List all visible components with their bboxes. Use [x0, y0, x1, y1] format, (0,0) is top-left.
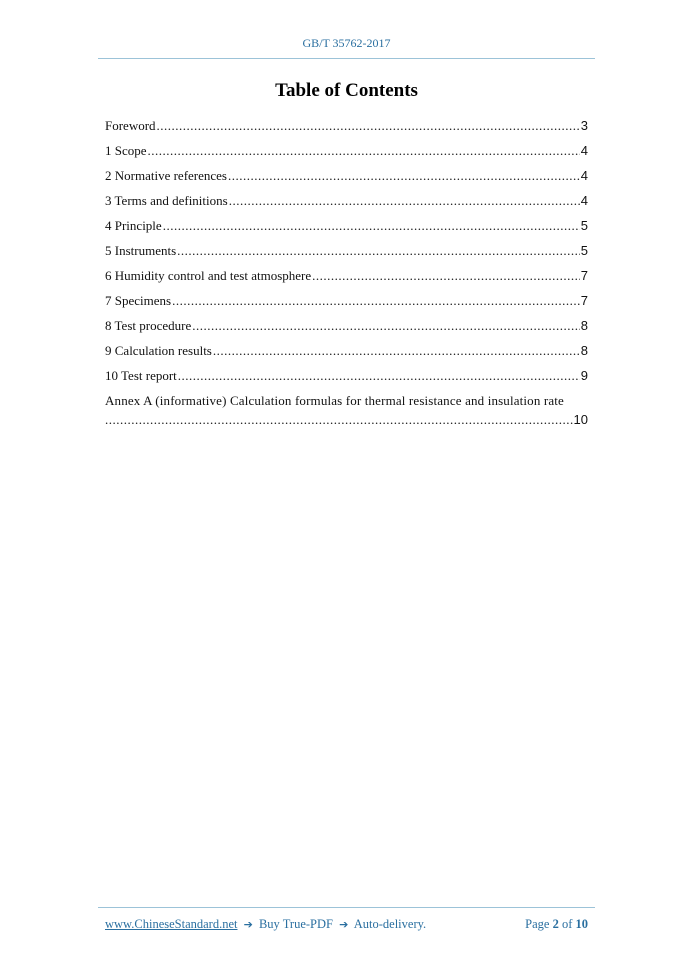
- toc-entry-page: 4: [580, 193, 588, 208]
- toc-entry-page: 4: [580, 168, 588, 183]
- toc-entry-page: 10: [573, 412, 588, 427]
- page-header: [0, 36, 693, 51]
- toc-entry-principle[interactable]: [105, 218, 588, 243]
- buy-true-pdf-text: Buy True-PDF: [258, 917, 333, 931]
- toc-leader-dots: [105, 412, 574, 428]
- standard-code: GB/T 35762-2017: [302, 36, 391, 50]
- toc-leader-dots: [228, 168, 580, 184]
- toc-leader-dots: [213, 343, 580, 359]
- toc-entry-label: 1 Scope: [105, 143, 147, 158]
- toc-entry-label: Foreword: [105, 118, 156, 133]
- toc-entry-label: 2 Normative references: [105, 168, 227, 183]
- of-word: of: [561, 917, 573, 931]
- toc-entry-test-procedure[interactable]: [105, 318, 588, 343]
- website-link[interactable]: www.ChineseStandard.net: [105, 917, 238, 931]
- toc-leader-dots: [172, 293, 580, 309]
- toc-entry-page: 5: [580, 243, 588, 258]
- toc-entry-label: Annex A (informative) Calculation formulas for thermal resistance and insulation rate: [105, 393, 564, 408]
- toc-entry-label: 6 Humidity control and test atmosphere: [105, 268, 312, 283]
- toc-leader-dots: [148, 143, 580, 159]
- toc-entry-calculation-results[interactable]: [105, 343, 588, 368]
- total-pages-number: 10: [575, 917, 588, 931]
- toc-entry-terms-definitions[interactable]: [105, 193, 588, 218]
- toc-entry-label: 10 Test report: [105, 368, 177, 383]
- toc-entry-label: 3 Terms and definitions: [105, 193, 228, 208]
- right-arrow-icon: ➔: [243, 918, 253, 931]
- toc-entry-page: 7: [580, 293, 588, 308]
- toc-entry-page: 8: [580, 343, 588, 358]
- toc-entry-label: 5 Instruments: [105, 243, 177, 258]
- annex-leader-line: [105, 412, 588, 432]
- toc-leader-dots: [177, 243, 580, 259]
- toc-entry-label: 9 Calculation results: [105, 343, 212, 358]
- toc-entry-normative-references[interactable]: [105, 168, 588, 193]
- table-of-contents: [105, 118, 588, 432]
- page-title: Table of Contents: [275, 80, 418, 101]
- toc-entry-specimens[interactable]: [105, 293, 588, 318]
- toc-entry-page: 5: [580, 218, 588, 233]
- toc-leader-dots: [178, 368, 580, 384]
- toc-entry-scope[interactable]: [105, 143, 588, 168]
- right-arrow-icon: ➔: [339, 918, 349, 931]
- toc-entry-foreword[interactable]: [105, 118, 588, 143]
- current-page-number: 2: [552, 917, 559, 931]
- auto-delivery-text: Auto-delivery.: [353, 917, 427, 931]
- toc-entry-instruments[interactable]: [105, 243, 588, 268]
- toc-entry-page: 4: [580, 143, 588, 158]
- header-divider: [98, 58, 595, 59]
- page-footer: [105, 917, 588, 932]
- toc-leader-dots: [312, 268, 580, 284]
- toc-leader-dots: [229, 193, 580, 209]
- page-number: [525, 917, 588, 932]
- toc-entry-page: 9: [580, 368, 588, 383]
- toc-entry-page: 3: [580, 118, 588, 133]
- footer-promo: [105, 917, 426, 932]
- toc-entry-page: 8: [580, 318, 588, 333]
- toc-leader-dots: [163, 218, 580, 234]
- toc-entry-page: 7: [580, 268, 588, 283]
- toc-entry-label: 4 Principle: [105, 218, 162, 233]
- toc-leader-dots: [192, 318, 580, 334]
- toc-leader-dots: [157, 118, 580, 134]
- toc-entry-label: 7 Specimens: [105, 293, 172, 308]
- footer-divider: [98, 907, 595, 908]
- toc-entry-label: 8 Test procedure: [105, 318, 192, 333]
- toc-entry-annex-a[interactable]: [105, 393, 588, 432]
- page-word: Page: [525, 917, 550, 931]
- toc-entry-humidity-control[interactable]: [105, 268, 588, 293]
- toc-entry-test-report[interactable]: [105, 368, 588, 393]
